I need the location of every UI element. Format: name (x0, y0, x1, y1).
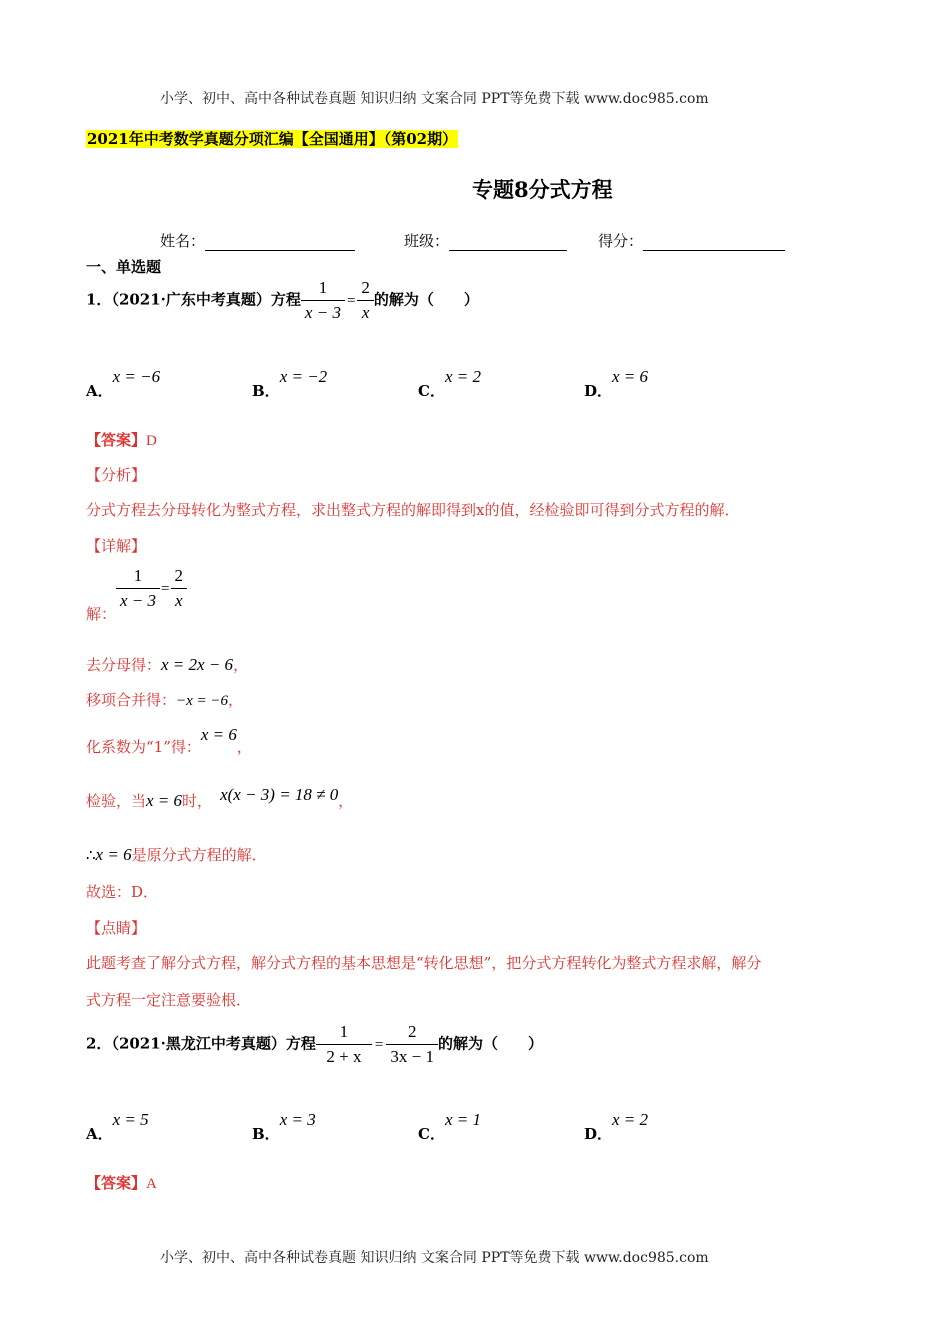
q1-check-expr1: x = 6 (146, 791, 183, 810)
q1-answer-label: 【答案】 (86, 431, 147, 449)
name-field (160, 230, 355, 251)
q2-option-b-expr: x = 3 (279, 1110, 316, 1129)
topic-title: 专题8分式方程 (472, 177, 613, 202)
therefore-icon: ∴ (86, 846, 96, 864)
q1-answer-value: D (146, 433, 157, 449)
q2-option-c[interactable]: C．x = 1 (418, 1110, 481, 1143)
q1-option-b-expr: x = −2 (279, 367, 328, 386)
q1-detail-label: 【详解】 (86, 537, 147, 555)
q2-answer-label: 【答案】 (86, 1174, 147, 1192)
q1-option-c[interactable]: C．x = 2 (418, 367, 481, 400)
q2-answer-value: A (146, 1176, 157, 1192)
q1-analysis-text: 分式方程去分母转化为整式方程，求出整式方程的解即得到x的值，经检验即可得到分式方程的解． (86, 501, 740, 519)
q2-suffix: 的解为（ ） (437, 1034, 543, 1053)
q1-therefore-expr: x = 6 (95, 845, 132, 864)
section-heading: 一、单选题 (86, 258, 162, 276)
q1-analysis-label: 【分析】 (86, 466, 147, 484)
q2-option-b[interactable]: B．x = 3 (252, 1110, 316, 1143)
collection-title-text: 2021年中考数学真题分项汇编【全国通用】（第02期） (87, 130, 458, 148)
page-footer: 小学、初中、高中各种试卷真题 知识归纳 文案合同 PPT等免费下载 www.doc985.com (160, 1250, 709, 1266)
q1-equals: = (346, 292, 356, 309)
q1-comment-label: 【点睛】 (86, 919, 147, 937)
q2-option-c-expr: x = 1 (444, 1110, 481, 1129)
q1-therefore: ∴x = 6是原分式方程的解． (86, 845, 267, 864)
q1-suffix: 的解为（ ） (373, 290, 479, 309)
page-header: 小学、初中、高中各种试卷真题 知识归纳 文案合同 PPT等免费下载 www.doc985.com (160, 91, 709, 107)
q1-frac-left: $\frac{1}{x - 3}$ (301, 278, 345, 323)
q1-comment-line1: 此题考查了解分式方程，解分式方程的基本思想是“转化思想”，把分式方程转化为整式方程求解，解分 (86, 954, 762, 972)
q1-solve-line: 解： $\frac{1}{x - 3}$ = $\frac{2}{x}$ (86, 566, 187, 611)
score-blank[interactable] (643, 237, 785, 251)
q1-step1-expr: x = 2x − 6 (161, 655, 234, 674)
q2-option-d-expr: x = 2 (612, 1110, 649, 1129)
class-blank[interactable] (449, 237, 567, 251)
q1-check-expr2: x(x − 3) = 18 ≠ 0 (220, 785, 339, 804)
q2-option-a[interactable]: A．x = 5 (86, 1110, 149, 1143)
q1-step3-expr: x = 6 (200, 725, 237, 744)
q1-number: 1． (86, 290, 112, 309)
q1-comment-line2: 式方程一定注意要验根． (86, 991, 252, 1009)
q1-solve-prefix: 解： (86, 604, 117, 623)
q2-answer (86, 1172, 157, 1193)
q1-solve-frac-right: $\frac{2}{x}$ (171, 566, 188, 611)
q2-frac-right: $\frac{2}{3x - 1}$ (386, 1022, 438, 1067)
q1-frac-right: $\frac{2}{x}$ (357, 278, 374, 323)
q1-solve-frac-left: $\frac{1}{x - 3}$ (116, 566, 160, 611)
q1-option-c-expr: x = 2 (444, 367, 481, 386)
q1-choose: 故选：D． (86, 883, 159, 901)
class-label: 班级： (404, 232, 450, 250)
collection-title (86, 128, 458, 149)
score-label: 得分： (598, 232, 644, 250)
q1-stem (86, 278, 479, 323)
q1-option-a[interactable]: A．x = −6 (86, 367, 161, 400)
q2-equals: = (374, 1036, 384, 1053)
q1-step3: 化系数为“1”得：x = 6， (86, 725, 252, 756)
score-field (598, 230, 785, 251)
q1-source: （2021·广东中考真题）方程 (111, 290, 301, 309)
name-label: 姓名： (160, 232, 206, 250)
q1-check: 检验，当x = 6时， x(x − 3) = 18 ≠ 0， (86, 785, 354, 810)
q2-number: 2． (86, 1034, 112, 1053)
q1-option-d[interactable]: D．x = 6 (584, 367, 649, 400)
q2-option-d[interactable]: D．x = 2 (584, 1110, 649, 1143)
q1-step1: 去分母得：x = 2x − 6， (86, 655, 249, 674)
q2-source: （2021·黑龙江中考真题）方程 (111, 1034, 316, 1053)
q2-option-a-expr: x = 5 (112, 1110, 149, 1129)
q2-stem (86, 1022, 543, 1067)
q1-step2-expr: −x = −6 (176, 693, 229, 709)
q1-option-b[interactable]: B．x = −2 (252, 367, 328, 400)
class-field (404, 230, 567, 251)
name-blank[interactable] (205, 237, 355, 251)
q1-option-a-expr: x = −6 (112, 367, 161, 386)
q1-option-d-expr: x = 6 (612, 367, 649, 386)
q1-step2: 移项合并得：−x = −6， (86, 691, 244, 709)
q2-frac-left: $\frac{1}{2 + x}$ (316, 1022, 372, 1067)
q1-answer (86, 429, 157, 450)
